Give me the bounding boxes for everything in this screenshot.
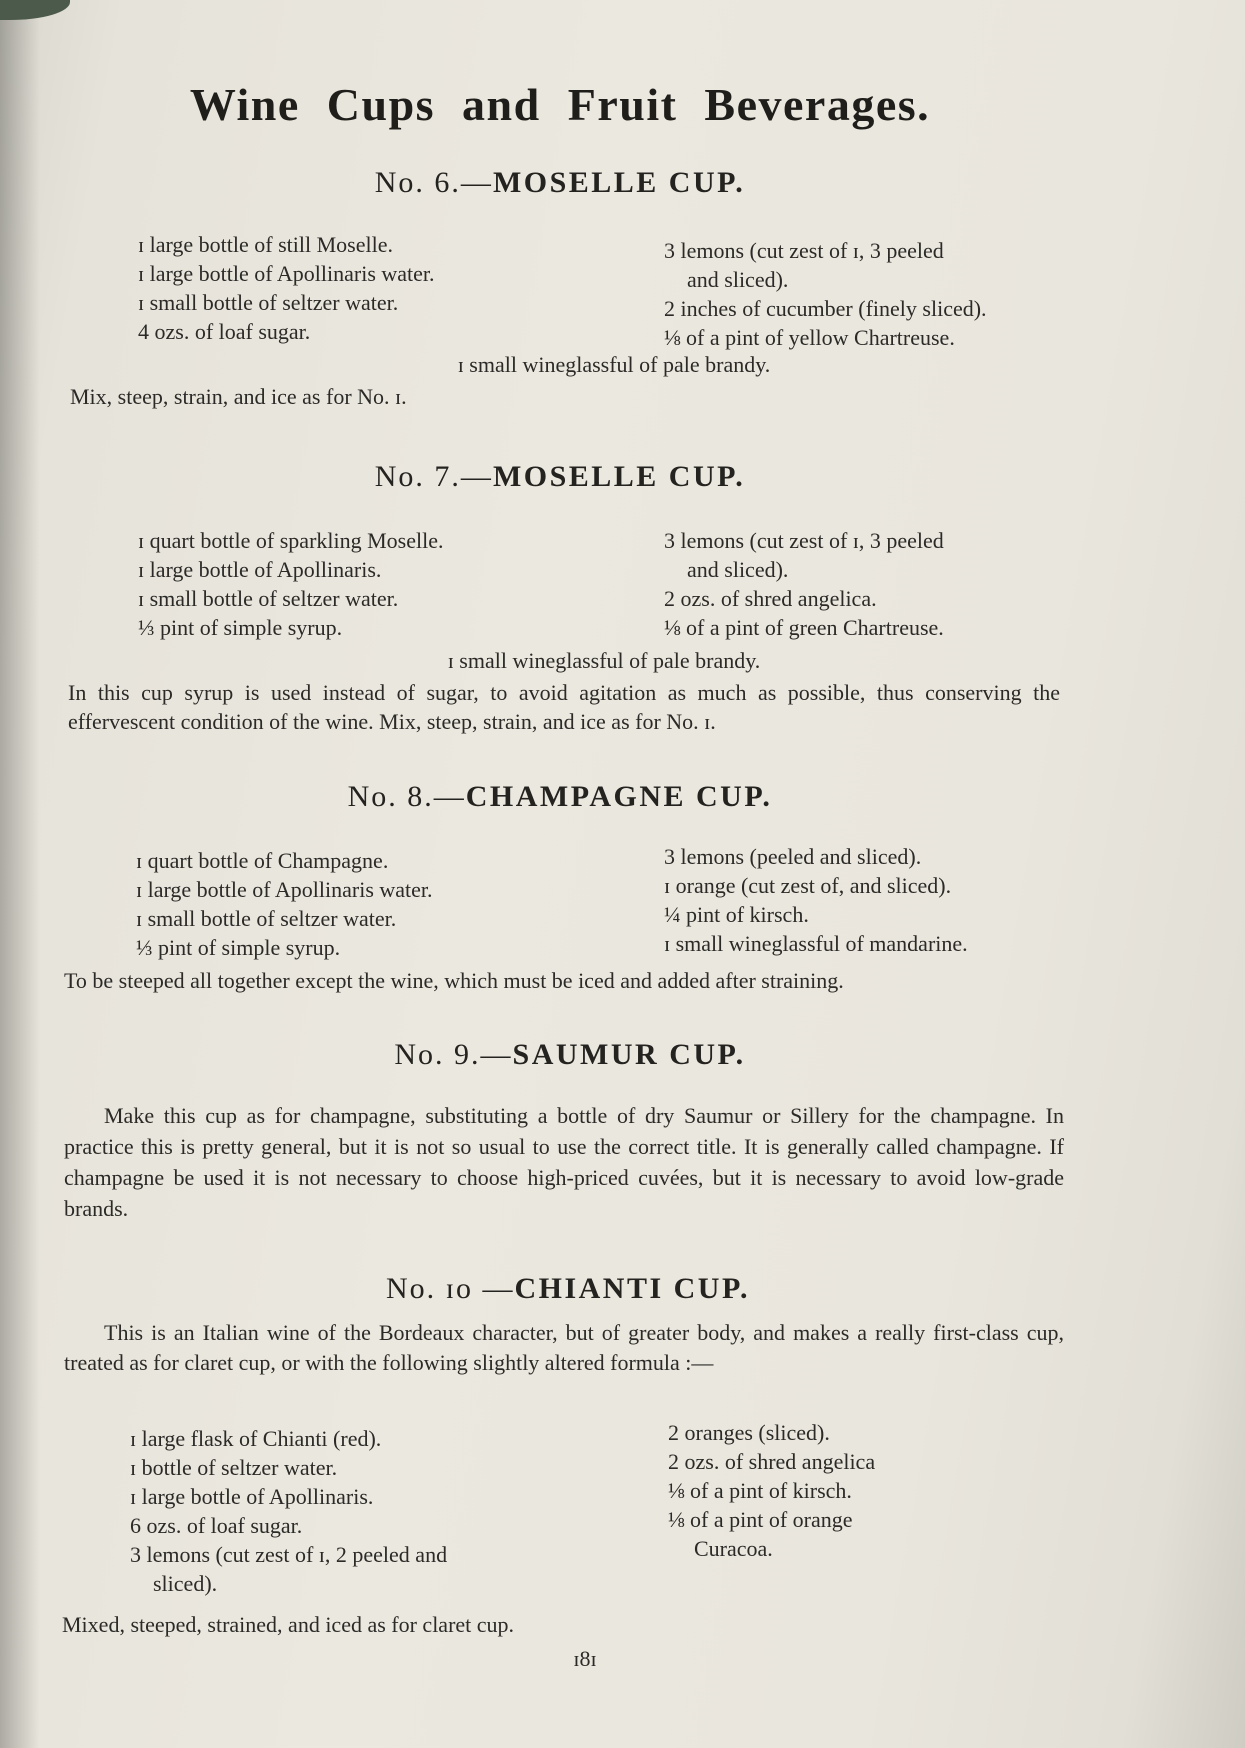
ingredient-line: 3 lemons (cut zest of ɪ, 2 peeled and xyxy=(130,1542,448,1567)
ingredient-line: ɪ quart bottle of Champagne. xyxy=(136,848,389,873)
ingredient-line: ⅓ pint of simple syrup. xyxy=(136,935,341,960)
ingredient-line: ⅛ of a pint of kirsch. xyxy=(668,1478,852,1503)
ingredient-line: 3 lemons (cut zest of ɪ, 3 peeled xyxy=(664,238,944,263)
ingredient-line: and sliced). xyxy=(687,557,789,582)
ingredient-line: ɪ quart bottle of sparkling Moselle. xyxy=(138,528,444,553)
recipe-heading-9 xyxy=(10,1038,1130,1072)
ingredient-line: 2 ozs. of shred angelica xyxy=(668,1449,876,1474)
ingredient-line: ɪ small bottle of seltzer water. xyxy=(138,586,399,611)
ingredients-left-8 xyxy=(136,846,433,962)
ingredient-line: ⅛ of a pint of green Chartreuse. xyxy=(664,615,944,640)
ingredients-right-7 xyxy=(664,526,944,642)
ingredient-line: ɪ small bottle of seltzer water. xyxy=(138,290,399,315)
recipe-name: MOSELLE CUP. xyxy=(492,460,746,493)
ingredients-left-6 xyxy=(138,230,435,346)
ingredients-right-8 xyxy=(664,842,968,958)
center-ingredient-7: ɪ small wineglassful of pale brandy. xyxy=(447,648,761,673)
ingredient-line: sliced). xyxy=(153,1571,218,1596)
recipe-heading-7 xyxy=(0,460,1120,494)
instructions-8: To be steeped all together except the wine, which must be iced and added after straining. xyxy=(64,968,844,993)
ingredient-line: 2 inches of cucumber (finely sliced). xyxy=(664,296,987,321)
ingredient-line: and sliced). xyxy=(687,267,789,292)
ingredient-line: ɪ large bottle of Apollinaris water. xyxy=(138,261,435,286)
ingredient-line: 6 ozs. of loaf sugar. xyxy=(130,1513,303,1538)
ingredient-line: ⅛ of a pint of yellow Chartreuse. xyxy=(664,325,955,350)
ingredient-line: 2 oranges (sliced). xyxy=(668,1420,830,1445)
ingredient-line: ɪ small wineglassful of mandarine. xyxy=(664,931,968,956)
ingredients-right-6 xyxy=(664,236,987,352)
intro-10: This is an Italian wine of the Bordeaux character, but of greater body, and makes a really first-class cup, treated as for claret cup, or with the following slightly altered formula :— xyxy=(64,1320,1064,1375)
recipe-heading-6 xyxy=(0,166,1120,200)
instructions-7: In this cup syrup is used instead of sugar, to avoid agitation as much as possible, thus conserving the effervescent condition of the wine. Mix, steep, strain, and ice as for No. ɪ. xyxy=(68,680,1060,734)
ingredient-line: ¼ pint of kirsch. xyxy=(664,902,809,927)
recipe-heading-8 xyxy=(0,780,1120,814)
page-title: Wine Cups and Fruit Beverages. xyxy=(189,79,931,130)
recipe-name: MOSELLE CUP. xyxy=(492,166,746,199)
recipe-name: SAUMUR CUP. xyxy=(512,1038,746,1071)
ingredient-line: ɪ bottle of seltzer water. xyxy=(130,1455,338,1480)
ingredient-line: 3 lemons (cut zest of ɪ, 3 peeled xyxy=(664,528,944,553)
ingredient-line: ɪ large bottle of Apollinaris water. xyxy=(136,877,433,902)
ingredient-line: 4 ozs. of loaf sugar. xyxy=(138,319,311,344)
recipe-heading-10 xyxy=(8,1272,1128,1306)
instructions-6: Mix, steep, strain, and ice as for No. ɪ. xyxy=(70,384,407,409)
ingredients-left-10 xyxy=(130,1424,447,1598)
ingredients-right-10 xyxy=(668,1418,875,1563)
ingredient-line: ɪ large flask of Chianti (red). xyxy=(130,1426,382,1451)
recipe-number: No. 8.— xyxy=(347,780,466,813)
ingredient-line: 2 ozs. of shred angelica. xyxy=(664,586,877,611)
page-number: ɪ8ɪ xyxy=(573,1646,597,1671)
ingredient-line: ɪ orange (cut zest of, and sliced). xyxy=(664,873,952,898)
ingredient-line: ɪ large bottle of Apollinaris. xyxy=(138,557,382,582)
ingredient-line: 3 lemons (peeled and sliced). xyxy=(664,844,922,869)
page-corner-shadow xyxy=(0,0,70,20)
ingredient-line: Curacoa. xyxy=(694,1536,773,1561)
ingredient-line: ɪ large bottle of Apollinaris. xyxy=(130,1484,374,1509)
instructions-10: Mixed, steeped, strained, and iced as for claret cup. xyxy=(62,1612,515,1637)
recipe-number: No. 7.— xyxy=(374,460,493,493)
ingredient-line: ɪ small bottle of seltzer water. xyxy=(136,906,397,931)
instructions-9: Make this cup as for champagne, substituting a bottle of dry Saumur or Sillery for the champagne. In practice this is pretty general, but it is not so usual to use the correct title. It is generally called champagne. If champagne be used it is not necessary to choose high-priced cuvées, but it is necessary to avoid low-grade brands. xyxy=(64,1103,1064,1221)
ingredient-line: ɪ large bottle of still Moselle. xyxy=(138,232,393,257)
center-ingredient-6: ɪ small wineglassful of pale brandy. xyxy=(457,352,771,377)
ingredients-left-7 xyxy=(138,526,444,642)
recipe-name: CHAMPAGNE CUP. xyxy=(465,780,773,813)
ingredient-line: ⅓ pint of simple syrup. xyxy=(138,615,343,640)
ingredient-line: ⅛ of a pint of orange xyxy=(668,1507,853,1532)
recipe-name: CHIANTI CUP. xyxy=(514,1272,751,1305)
recipe-number: No. ɪo — xyxy=(385,1272,515,1305)
recipe-number: No. 9.— xyxy=(394,1038,513,1071)
recipe-number: No. 6.— xyxy=(374,166,493,199)
